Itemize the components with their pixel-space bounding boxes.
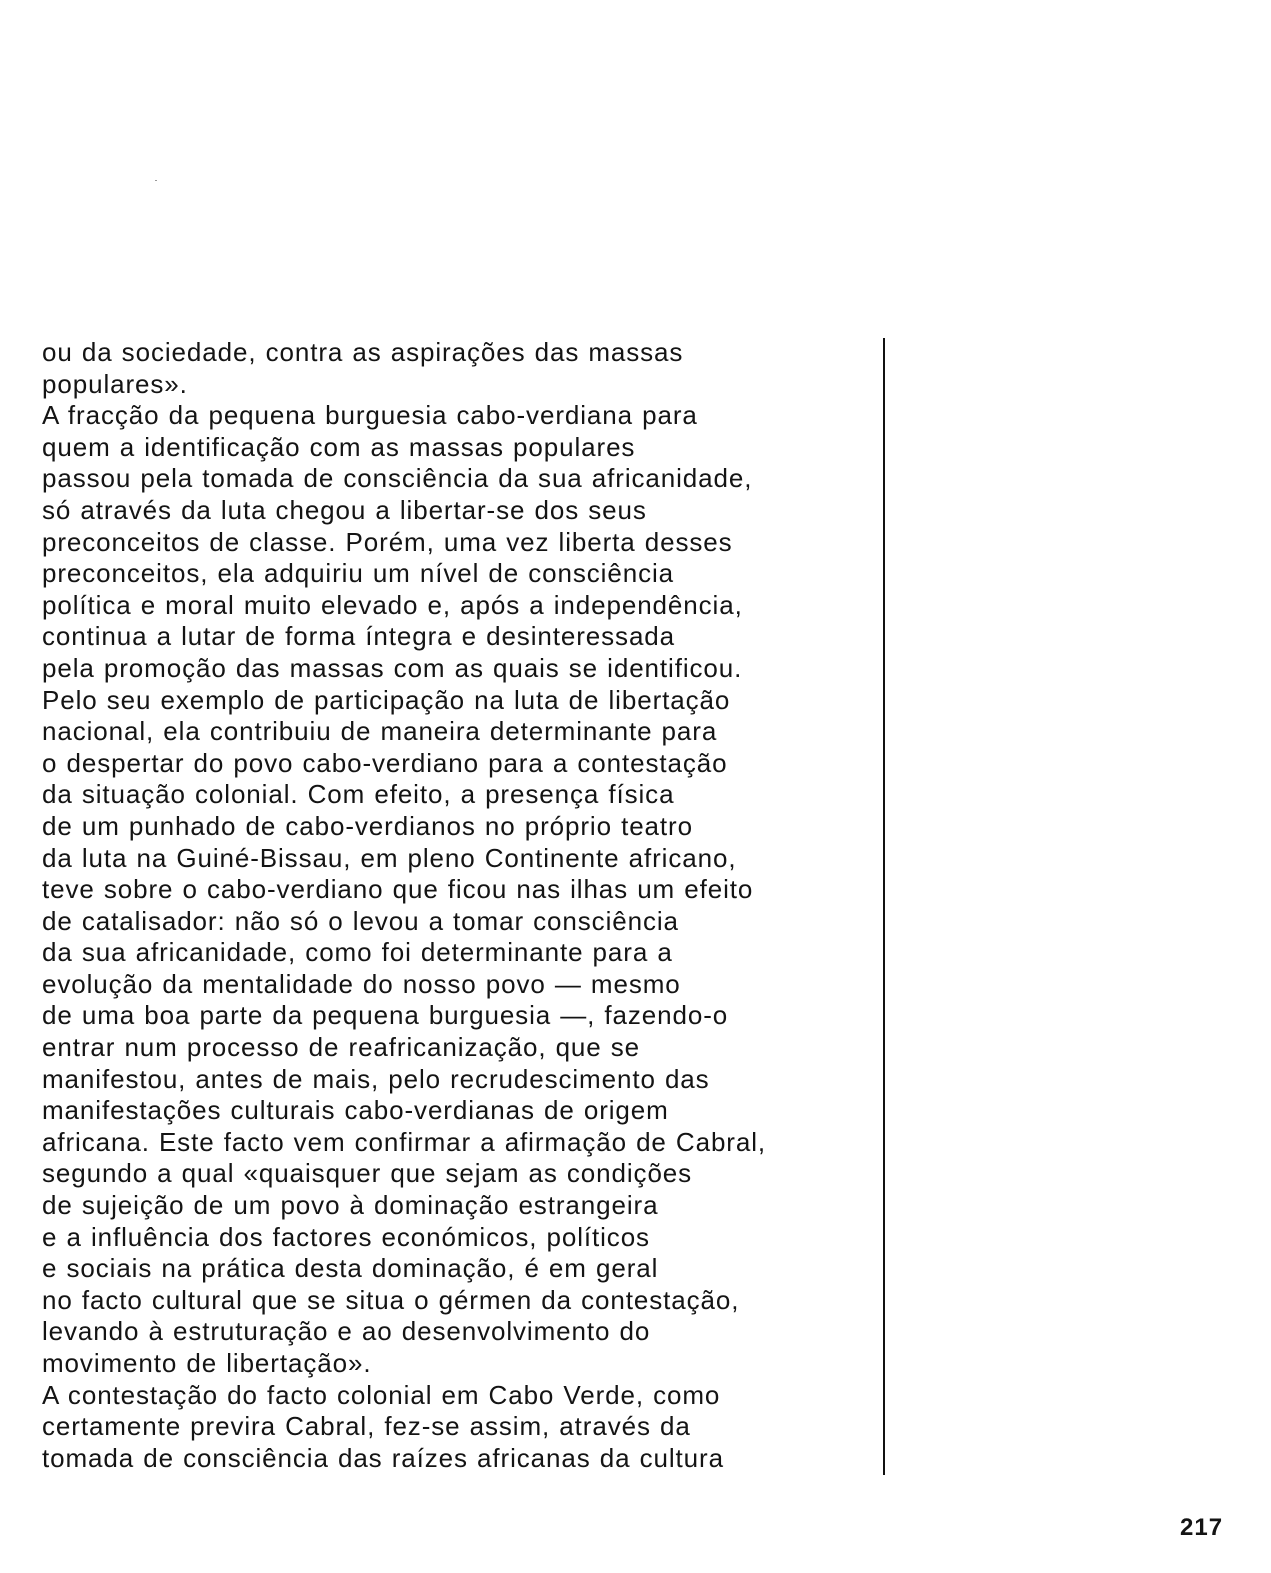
text-line: e a influência dos factores económicos, políticos (42, 1221, 650, 1252)
text-line: de uma boa parte da pequena burguesia —, fazendo-o (42, 1000, 729, 1031)
text-line: Pelo seu exemplo de participação na luta de libertação (42, 684, 731, 715)
text-line: evolução da mentalidade do nosso povo — mesmo (42, 968, 681, 999)
text-line: da sua africanidade, como foi determinante para a (42, 937, 673, 968)
text-line: ou da sociedade, contra as aspirações das massas (42, 337, 684, 367)
text-line: tomada de consciência das raízes africanas da cultura (42, 1442, 724, 1473)
text-line: manifestou, antes de mais, pelo recrudescimento das (42, 1063, 710, 1094)
text-line: entrar num processo de reafricanização, que se (42, 1032, 641, 1063)
text-line: levando à estruturação e ao desenvolvimento do (42, 1316, 651, 1347)
text-line: segundo a qual «quaisquer que sejam as condições (42, 1158, 693, 1189)
text-line: de sujeição de um povo à dominação estrangeira (42, 1190, 659, 1221)
text-line: manifestações culturais cabo-verdianas de origem (42, 1095, 669, 1126)
text-line: só através da luta chegou a libertar-se dos seus (42, 494, 647, 525)
text-line: da luta na Guiné-Bissau, em pleno Continente africano, (42, 842, 737, 873)
text-line: pela promoção das massas com as quais se identificou. (42, 652, 743, 683)
scan-speck (155, 180, 157, 181)
page-number: 217 (1180, 1514, 1224, 1541)
text-line: preconceitos, ela adquiriu um nível de consciência (42, 558, 675, 589)
text-line: de um punhado de cabo-verdianos no próprio teatro (42, 810, 693, 841)
text-line: certamente previra Cabral, fez-se assim, através da (42, 1411, 691, 1442)
text-line: teve sobre o cabo-verdiano que ficou nas ilhas um efeito (42, 874, 754, 905)
text-line: movimento de libertação». (42, 1348, 372, 1378)
text-line: da situação colonial. Com efeito, a presença física (42, 779, 675, 810)
text-line: A fracção da pequena burguesia cabo-verdiana para (42, 400, 698, 431)
text-line: populares». (42, 368, 188, 399)
column-rule (883, 338, 885, 1475)
text-line: o despertar do povo cabo-verdiano para a contestação (42, 747, 728, 778)
text-line: no facto cultural que se situa o gérmen da contestação, (42, 1284, 740, 1315)
text-line: africana. Este facto vem confirmar a afirmação de Cabral, (42, 1126, 767, 1157)
text-line: passou pela tomada de consciência da sua africanidade, (42, 463, 753, 494)
body-text (42, 337, 882, 1474)
text-line: nacional, ela contribuiu de maneira determinante para (42, 716, 718, 747)
text-line: de catalisador: não só o levou a tomar consciência (42, 905, 679, 936)
text-line: continua a lutar de forma íntegra e desinteressada (42, 621, 676, 652)
text-line: quem a identificação com as massas populares (42, 431, 636, 462)
text-line: A contestação do facto colonial em Cabo Verde, como (42, 1379, 721, 1410)
text-line: e sociais na prática desta dominação, é em geral (42, 1253, 659, 1284)
text-line: preconceitos de classe. Porém, uma vez liberta desses (42, 526, 733, 557)
text-line: política e moral muito elevado e, após a independência, (42, 589, 743, 620)
